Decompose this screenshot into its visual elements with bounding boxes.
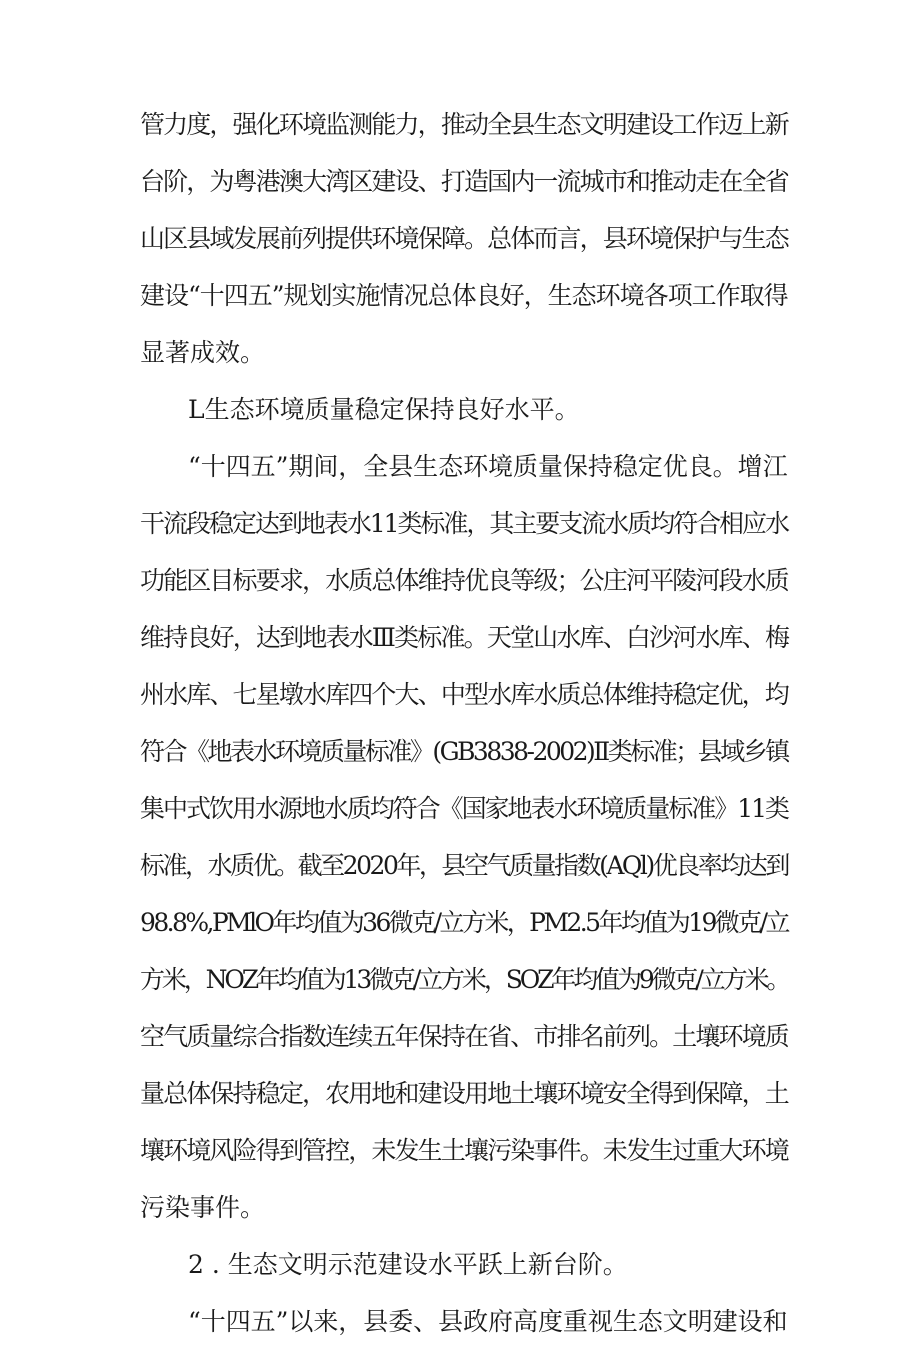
text-line: 标准，水质优。截至2020年，县空气质量指数(AQl)优良率均达到 [140,851,788,880]
text-line: 空气质量综合指数连续五年保持在省、市排名前列。土壤环境质 [140,1022,788,1051]
document-body [140,96,788,1350]
text-line: 建设“十四五”规划实施情况总体良好，生态环境各项工作取得 [140,281,788,310]
paragraph-quality-body [140,438,788,1236]
text-line: 集中式饮用水源地水质均符合《国家地表水环境质量标准》11类 [140,794,788,823]
paragraph-heading-2 [140,1236,788,1293]
text-line: 污染事件。 [140,1193,266,1222]
text-line: 台阶，为粤港澳大湾区建设、打造国内一流城市和推动走在全省 [140,167,788,196]
text-line: 显著成效。 [140,338,266,367]
text-line: 山区县域发展前列提供环境保障。总体而言，县环境保护与生态 [140,224,788,253]
paragraph-civilization-body [140,1293,788,1350]
paragraph-intro-continuation [140,96,788,381]
paragraph-heading-1 [140,381,788,438]
text-line: “十四五”期间，全县生态环境质量保持稳定优良。增江 [188,452,788,481]
text-line: 维持良好，达到地表水Ⅲ类标准。天堂山水库、白沙河水库、梅 [140,623,789,652]
text-line: “十四五”以来，县委、县政府高度重视生态文明建设和 [188,1307,788,1336]
text-line: 98.8%,PMlO年均值为36微克/立方米，PM2.5年均值为19微克/立 [140,908,788,937]
text-line: L生态环境质量稳定保持良好水平。 [188,395,580,424]
text-line: 符合《地表水环境质量标准》(GB3838-2002)Ⅱ类标准；县域乡镇 [140,737,788,766]
text-line: 功能区目标要求，水质总体维持优良等级；公庄河平陵河段水质 [140,566,788,595]
text-line: 量总体保持稳定，农用地和建设用地土壤环境安全得到保障，土 [140,1079,788,1108]
text-line: 2 . 生态文明示范建设水平跃上新台阶。 [188,1250,628,1279]
text-line: 壤环境风险得到管控，未发生土壤污染事件。未发生过重大环境 [140,1136,788,1165]
text-line: 干流段稳定达到地表水11类标准，其主要支流水质均符合相应水 [140,509,788,538]
text-line: 方米，NOZ年均值为13微克/立方米，SOZ年均值为9微克/立方米。 [140,965,789,994]
text-line: 州水库、七星墩水库四个大、中型水库水质总体维持稳定优，均 [140,680,788,709]
text-line: 管力度，强化环境监测能力，推动全县生态文明建设工作迈上新 [140,110,788,139]
